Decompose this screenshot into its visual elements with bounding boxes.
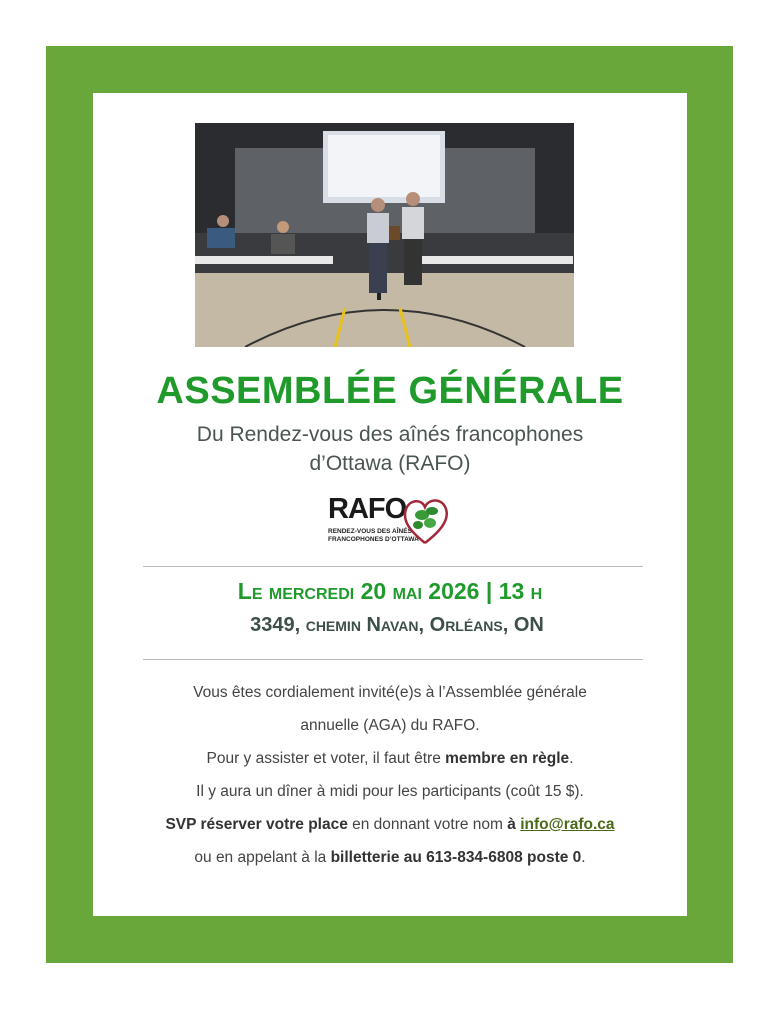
body-line: annuelle (AGA) du RAFO. — [300, 717, 480, 734]
membership-requirement: membre en règle — [445, 750, 570, 767]
logo-tagline-1: RENDEZ-VOUS DES AÎNÉS — [328, 528, 412, 535]
heart-leaf-icon — [400, 493, 450, 548]
divider — [143, 566, 643, 567]
text: . — [569, 750, 574, 767]
event-date-time — [93, 578, 687, 605]
body-line — [93, 841, 687, 874]
logo-tagline-2: FRANCOPHONES D’OTTAWA — [328, 536, 419, 543]
event-time: 13 h — [498, 578, 543, 604]
rafo-logo — [328, 493, 453, 553]
body-line — [93, 808, 687, 841]
subtitle-line-1: Du Rendez-vous des aînés francophones — [196, 423, 584, 446]
subtitle-line-2: d’Ottawa (RAFO) — [309, 452, 471, 475]
event-address: 3349, chemin Navan, Orléans, ON — [250, 614, 544, 636]
event-photo — [195, 123, 574, 347]
email-link[interactable]: info@rafo.ca — [520, 816, 615, 833]
text: . — [581, 849, 586, 866]
divider — [143, 659, 643, 660]
event-date: Le mercredi 20 mai 2026 — [237, 578, 480, 604]
page-title: ASSEMBLÉE GÉNÉRALE — [156, 370, 624, 412]
body-line: Vous êtes cordialement invité(e)s à l’Assemblée générale — [193, 684, 587, 701]
text: Pour y assister et voter, il faut être — [206, 750, 446, 767]
phone-info: billetterie au 613-834-6808 poste 0 — [330, 849, 582, 866]
logo-wordmark: RAFO — [328, 493, 407, 525]
body-line — [93, 742, 687, 775]
separator: | — [485, 578, 493, 604]
invitation-text — [93, 676, 687, 874]
green-border-frame — [46, 46, 733, 963]
text: ou en appelant à la — [194, 849, 331, 866]
poster — [93, 93, 687, 916]
reserve-callout: SVP réserver votre place — [165, 816, 348, 833]
body-line: Il y aura un dîner à midi pour les participants (coût 15 $). — [196, 783, 584, 800]
text: en donnant votre nom — [347, 816, 508, 833]
text: à — [507, 816, 521, 833]
